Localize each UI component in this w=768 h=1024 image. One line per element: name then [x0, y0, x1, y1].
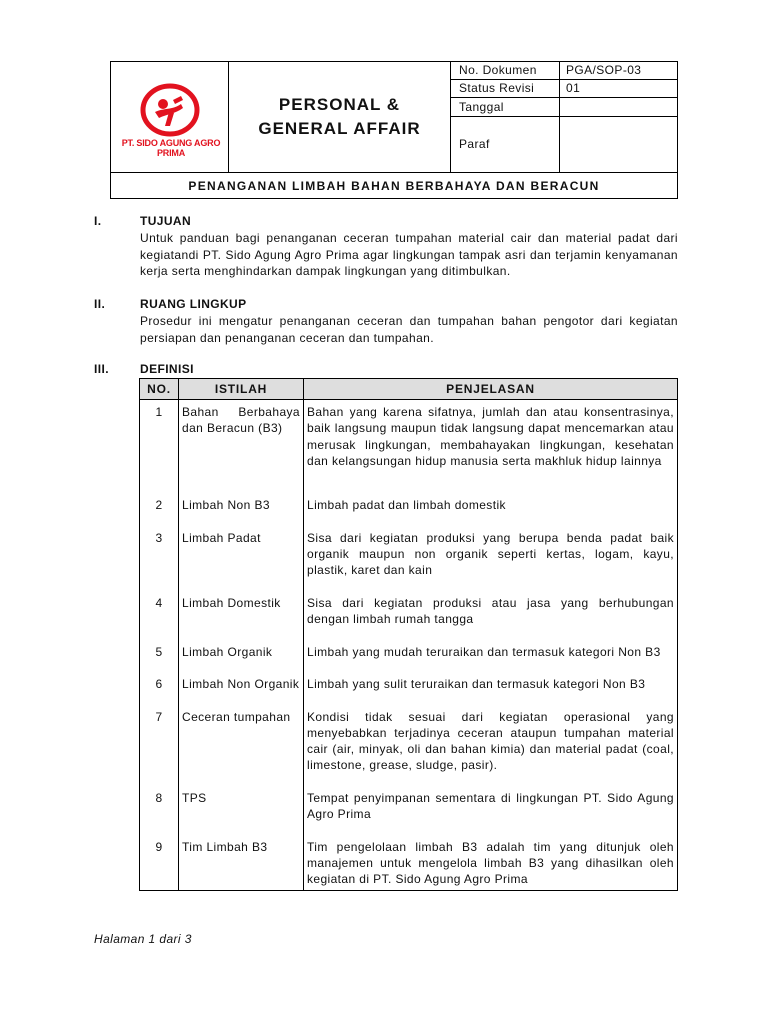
row-desc: Limbah padat dan limbah domestik: [304, 496, 678, 529]
meta-value: [560, 98, 678, 116]
row-no: 6: [140, 675, 179, 708]
company-name: PT. SIDO AGUNG AGRO PRIMA: [121, 138, 221, 158]
department-title: [229, 62, 451, 172]
procedure-title: PENANGANAN LIMBAH BAHAN BERBAHAYA DAN BERACUN: [111, 172, 677, 198]
table-row: [140, 675, 678, 708]
meta-label: Status Revisi: [451, 80, 560, 97]
row-no: 5: [140, 643, 179, 675]
table-row: [140, 708, 678, 789]
section-number: I.: [94, 214, 102, 228]
row-desc: Limbah yang mudah teruraikan dan termasuk kategori Non B3: [304, 643, 678, 675]
row-desc: Tim pengelolaan limbah B3 adalah tim yang ditunjuk oleh manajemen untuk mengelola limbah B3 yang dihasilkan oleh kegiatan di PT. Sido Agung Agro Prima: [304, 838, 678, 891]
row-desc: Sisa dari kegiatan produksi atau jasa yang berhubungan dengan limbah rumah tangga: [304, 594, 678, 643]
meta-label: Tanggal: [451, 98, 560, 116]
row-no: 7: [140, 708, 179, 789]
meta-row-doc-number: [451, 62, 678, 80]
row-term: TPS: [179, 789, 304, 838]
table-header-row: [140, 379, 678, 400]
meta-row-signature: [451, 117, 678, 172]
header-penjelasan: PENJELASAN: [304, 379, 678, 400]
row-no: 1: [140, 400, 179, 496]
row-no: 8: [140, 789, 179, 838]
section-number: III.: [94, 362, 109, 376]
section-number: II.: [94, 297, 106, 311]
row-term: Limbah Non B3: [179, 496, 304, 529]
row-term: Bahan Berbahaya dan Beracun (B3): [179, 400, 304, 496]
section-title: RUANG LINGKUP: [140, 297, 247, 311]
row-no: 3: [140, 529, 179, 594]
table-row: [140, 529, 678, 594]
row-term: Limbah Domestik: [179, 594, 304, 643]
section-title: TUJUAN: [140, 214, 192, 228]
row-desc: Tempat penyimpanan sementara di lingkungan PT. Sido Agung Agro Prima: [304, 789, 678, 838]
meta-value: PGA/SOP-03: [566, 63, 642, 77]
meta-value: 01: [566, 81, 581, 95]
table-row: [140, 400, 678, 496]
meta-value: [560, 117, 678, 172]
row-term: Ceceran tumpahan: [179, 708, 304, 789]
title-line-1: PERSONAL &: [278, 95, 401, 114]
meta-row-date: [451, 98, 678, 117]
table-row: [140, 838, 678, 891]
meta-label: Paraf: [451, 117, 560, 172]
table-row: [140, 594, 678, 643]
row-desc: Limbah yang sulit teruraikan dan termasuk kategori Non B3: [304, 675, 678, 708]
logo-cell: [111, 62, 229, 172]
row-term: Limbah Non Organik: [179, 675, 304, 708]
title-line-2: GENERAL AFFAIR: [258, 119, 421, 138]
meta-row-revision: [451, 80, 678, 98]
row-no: 4: [140, 594, 179, 643]
table-row: [140, 643, 678, 675]
row-desc: Bahan yang karena sifatnya, jumlah dan atau konsentrasinya, baik langsung maupun tidak langsung dapat mencemarkan atau merusak lingkungan, membahayakan lingkungan, kesehatan dan kelangsungan hidup manusia serta makhluk hidup lainnya: [304, 400, 678, 496]
row-desc: Kondisi tidak sesuai dari kegiatan operasional yang menyebabkan terjadinya ceceran ataupun tumpahan material cair (air, minyak, oli dan bahan kimia) dan material padat (coal, limestone, grease, sludge, pasir).: [304, 708, 678, 789]
section-body: Untuk panduan bagi penanganan ceceran tumpahan material cair dan material padat dari kegiatandi PT. Sido Agung Agro Prima agar lingkungan tampak asri dan terjamin kenyamanan kerja serta menghindarkan dampak lingkungan yang ditimbulkan.: [140, 231, 678, 278]
definition-table: [139, 378, 678, 891]
company-logo-icon: [139, 82, 201, 138]
page-footer: Halaman 1 dari 3: [94, 932, 192, 946]
section-body: Prosedur ini mengatur penanganan ceceran dan tumpahan bahan pengotor dari kegiatan persiapan dan penanganan ceceran dan tumpahan.: [140, 314, 678, 345]
header-istilah: ISTILAH: [179, 379, 304, 400]
header-no: NO.: [140, 379, 179, 400]
row-no: 2: [140, 496, 179, 529]
row-term: Limbah Padat: [179, 529, 304, 594]
row-term: Tim Limbah B3: [179, 838, 304, 891]
document-header: [110, 61, 678, 199]
meta-label: No. Dokumen: [451, 62, 560, 79]
row-no: 9: [140, 838, 179, 891]
table-row: [140, 496, 678, 529]
row-term: Limbah Organik: [179, 643, 304, 675]
table-row: [140, 789, 678, 838]
section-title: DEFINISI: [140, 362, 194, 376]
row-desc: Sisa dari kegiatan produksi yang berupa benda padat baik organik maupun non organik seperti kertas, logam, kayu, plastik, karet dan kain: [304, 529, 678, 594]
